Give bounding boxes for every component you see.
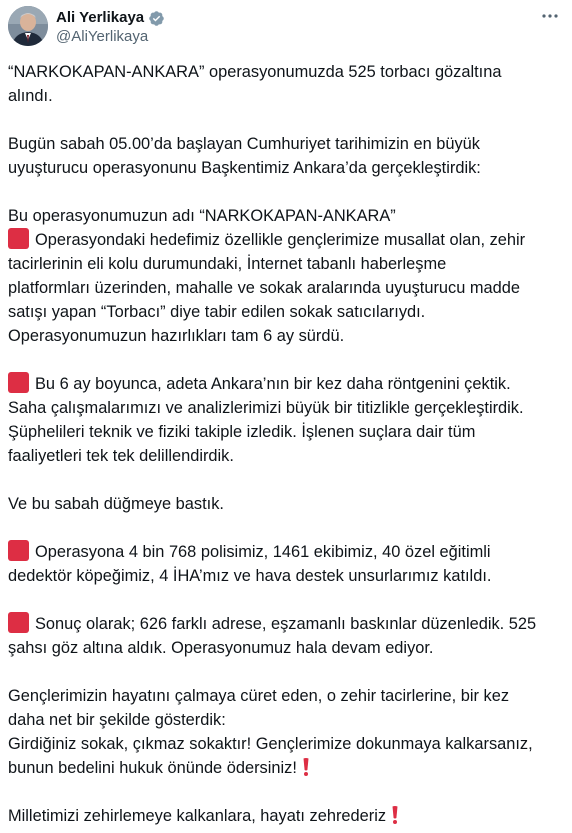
text-line: alındı. xyxy=(8,87,53,105)
paragraph-9 xyxy=(8,804,564,828)
paragraph-5 xyxy=(8,492,564,516)
text-line xyxy=(8,228,564,252)
text-line xyxy=(8,756,564,780)
avatar[interactable] xyxy=(8,6,48,46)
text-run: Operasyona 4 bin 768 polisimiz, 1461 ekibimiz, 40 özel eğitimli xyxy=(35,543,491,561)
verified-badge-icon xyxy=(148,10,165,27)
more-options-icon[interactable] xyxy=(540,8,560,24)
text-line: Bu operasyonumuzun adı “NARKOKAPAN-ANKARA” xyxy=(8,207,396,225)
paragraph-7 xyxy=(8,612,564,660)
tweet-header xyxy=(8,6,564,48)
text-line: daha net bir şekilde gösterdik: xyxy=(8,711,226,729)
name-row xyxy=(56,9,165,27)
avatar-photo-icon xyxy=(8,6,48,46)
text-line xyxy=(8,612,564,636)
author-handle[interactable]: @AliYerlikaya xyxy=(56,28,149,45)
red-square-icon xyxy=(8,372,29,393)
paragraph-2 xyxy=(8,132,564,180)
text-line: tacirlerinin eli kolu durumundaki, İnternet tabanlı haberleşme xyxy=(8,255,447,273)
paragraph-1 xyxy=(8,60,564,108)
text-line: Ve bu sabah düğmeye bastık. xyxy=(8,495,224,513)
text-line: “NARKOKAPAN-ANKARA” operasyonumuzda 525 torbacı gözaltına xyxy=(8,63,502,81)
red-exclamation-icon xyxy=(301,757,311,777)
text-line xyxy=(8,804,564,828)
tweet-text xyxy=(8,60,564,833)
text-line: Saha çalışmalarımızı ve analizlerimizi büyük bir titizlikle gerçekleştirdik. xyxy=(8,399,524,417)
text-line: satışı yapan “Torbacı” diye tabir edilen sokak satıcılarıydı. xyxy=(8,303,426,321)
paragraph-3 xyxy=(8,204,564,348)
text-line: şahsı göz altına aldık. Operasyonumuz hala devam ediyor. xyxy=(8,639,434,657)
text-line: Girdiğiniz sokak, çıkmaz sokaktır! Gençlerimize dokunmaya kalkarsanız, xyxy=(8,735,533,753)
text-line: Operasyonumuzun hazırlıkları tam 6 ay sürdü. xyxy=(8,327,345,345)
text-line xyxy=(8,372,564,396)
text-run: Bu 6 ay boyunca, adeta Ankara’nın bir kez daha röntgenini çektik. xyxy=(35,375,511,393)
text-line xyxy=(8,540,564,564)
red-exclamation-icon xyxy=(390,805,400,825)
text-line: uyuşturucu operasyonunu Başkentimiz Ankara’da gerçekleştirdik: xyxy=(8,159,481,177)
text-line: platformları üzerinden, mahalle ve sokak aralarında uyuşturucu madde xyxy=(8,279,521,297)
text-line: Bugün sabah 05.00’da başlayan Cumhuriyet tarihimizin en büyük xyxy=(8,135,480,153)
text-line: dedektör köpeğimiz, 4 İHA’mız ve hava destek unsurlarımız katıldı. xyxy=(8,567,492,585)
red-square-icon xyxy=(8,228,29,249)
text-line: Şüphelileri teknik ve fiziki takiple izledik. İşlenen suçlara dair tüm xyxy=(8,423,476,441)
text-run: bunun bedelini hukuk önünde ödersiniz! xyxy=(8,759,297,777)
paragraph-8 xyxy=(8,684,564,780)
red-square-icon xyxy=(8,540,29,561)
text-run: Milletimizi zehirlemeye kalkanlara, hayatı zehrederiz xyxy=(8,807,387,825)
author-name[interactable]: Ali Yerlikaya xyxy=(56,9,145,26)
text-line: Gençlerimizin hayatını çalmaya cüret eden, o zehir tacirlerine, bir kez xyxy=(8,687,510,705)
text-run: Operasyondaki hedefimiz özellikle gençlerimize musallat olan, zehir xyxy=(35,231,526,249)
text-run: Sonuç olarak; 626 farklı adrese, eşzamanlı baskınlar düzenledik. 525 xyxy=(35,615,537,633)
red-square-icon xyxy=(8,612,29,633)
text-line: faaliyetleri tek tek delillendirdik. xyxy=(8,447,234,465)
paragraph-4 xyxy=(8,372,564,468)
paragraph-6 xyxy=(8,540,564,588)
